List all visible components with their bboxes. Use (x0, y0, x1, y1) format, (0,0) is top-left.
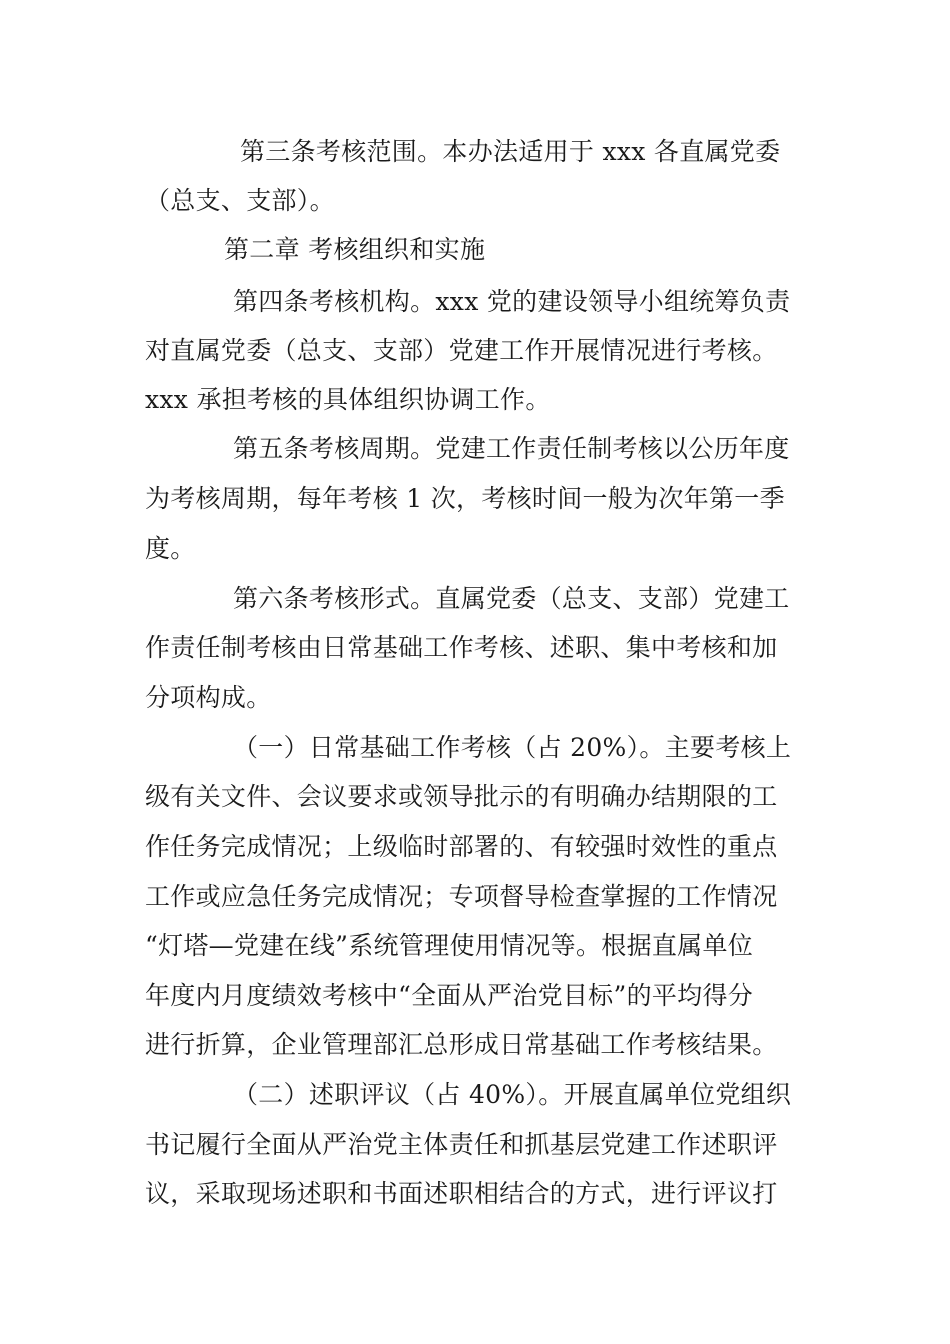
item-1-line-3: 作任务完成情况；上级临时部署的、有较强时效性的重点 (145, 832, 778, 861)
item-1-line-4: 工作或应急任务完成情况；专项督导检查掌握的工作情况 (145, 882, 778, 911)
article-4-line-1: 第四条考核机构。xxx 党的建设领导小组统筹负责 (233, 287, 791, 316)
article-3-line-1: 第三条考核范围。本办法适用于 xxx 各直属党委 (240, 137, 781, 166)
item-1-line-5: “灯塔—党建在线”系统管理使用情况等。根据直属单位 (145, 931, 754, 960)
item-2-line-3: 议，采取现场述职和书面述职相结合的方式，进行评议打 (145, 1179, 778, 1208)
article-6-line-1: 第六条考核形式。直属党委（总支、支部）党建工 (233, 584, 790, 613)
item-1-line-6: 年度内月度绩效考核中“全面从严治党目标”的平均得分 (145, 981, 754, 1010)
chapter-heading: 第二章 考核组织和实施 (224, 235, 486, 264)
article-4-line-2: 对直属党委（总支、支部）党建工作开展情况进行考核。 (145, 336, 778, 365)
article-5-line-3: 度。 (145, 534, 196, 563)
item-1-line-2: 级有关文件、会议要求或领导批示的有明确办结期限的工 (145, 782, 778, 811)
article-5-line-1: 第五条考核周期。党建工作责任制考核以公历年度 (233, 434, 790, 463)
article-5-line-2: 为考核周期，每年考核 1 次，考核时间一般为次年第一季 (145, 484, 785, 513)
article-3-line-2: （总支、支部）。 (145, 186, 335, 215)
article-4-line-3: xxx 承担考核的具体组织协调工作。 (145, 385, 551, 414)
item-1-line-1: （一）日常基础工作考核（占 20%）。主要考核上 (233, 733, 792, 762)
item-1-line-7: 进行折算，企业管理部汇总形成日常基础工作考核结果。 (145, 1030, 778, 1059)
article-6-line-2: 作责任制考核由日常基础工作考核、述职、集中考核和加 (145, 633, 778, 662)
item-2-line-2: 书记履行全面从严治党主体责任和抓基层党建工作述职评 (145, 1130, 778, 1159)
item-2-line-1: （二）述职评议（占 40%）。开展直属单位党组织 (233, 1080, 792, 1109)
article-6-line-3: 分项构成。 (145, 683, 272, 712)
